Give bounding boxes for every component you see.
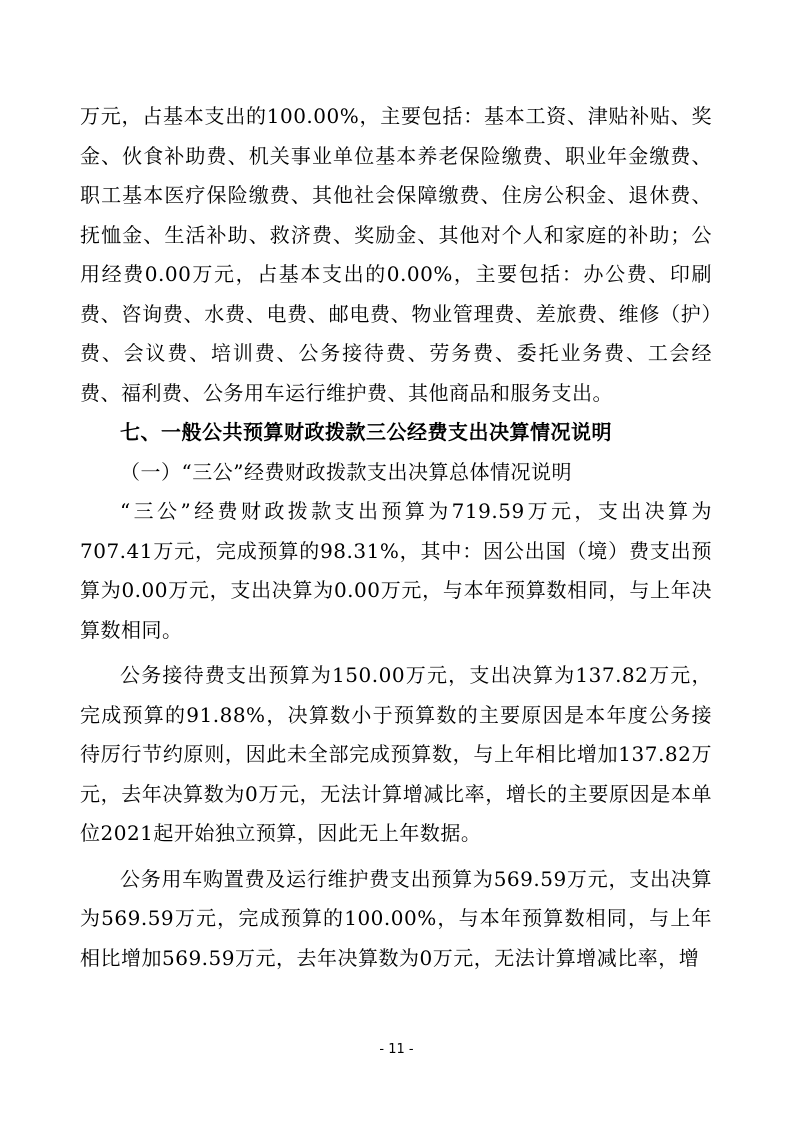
paragraph-basic-expenditure: 万元，占基本支出的100.00%，主要包括：基本工资、津贴补贴、奖金、伙食补助费、机关事业单位基本养老保险缴费、职业年金缴费、职工基本医疗保险缴费、其他社会保障缴费、住房公积金、退休费、抚恤金、生活补助、救济费、奖励金、其他对个人和家庭的补助；公用经费0.00万元，占基本支出的0.00%，主要包括：办公费、印刷费、咨询费、水费、电费、邮电费、物业管理费、差旅费、维修（护）费、会议费、培训费、公务接待费、劳务费、委托业务费、工会经费、福利费、公务用车运行维护费、其他商品和服务支出。 <box>80 104 712 405</box>
section-heading: 七、一般公共预算财政拨款三公经费支出决算情况说明 <box>120 420 612 444</box>
paragraph-three-public-overview: “三公”经费财政拨款支出预算为719.59万元，支出决算为707.41万元，完成预算的98.31%，其中：因公出国（境）费支出预算为0.00万元，支出决算为0.00万元，与本年预算数相同，与上年决算数相同。 <box>80 499 712 642</box>
paragraph-official-vehicle: 公务用车购置费及运行维护费支出预算为569.59万元，支出决算为569.59万元，完成预算的100.00%，与本年预算数相同，与上年相比增加569.59万元，去年决算数为0万元，无法计算增减比率，增 <box>80 866 712 970</box>
page-number: - 11 - <box>379 1042 414 1057</box>
paragraph-official-reception: 公务接待费支出预算为150.00万元，支出决算为137.82万元，完成预算的91.88%，决算数小于预算数的主要原因是本年度公务接待厉行节约原则，因此未全部完成预算数，与上年相比增加137.82万元，去年决算数为0万元，无法计算增减比率，增长的主要原因是本单位2021起开始独立预算，因此无上年数据。 <box>80 663 712 845</box>
document-page <box>80 97 712 978</box>
subsection-heading: （一）“三公”经费财政拨款支出决算总体情况说明 <box>120 459 572 484</box>
